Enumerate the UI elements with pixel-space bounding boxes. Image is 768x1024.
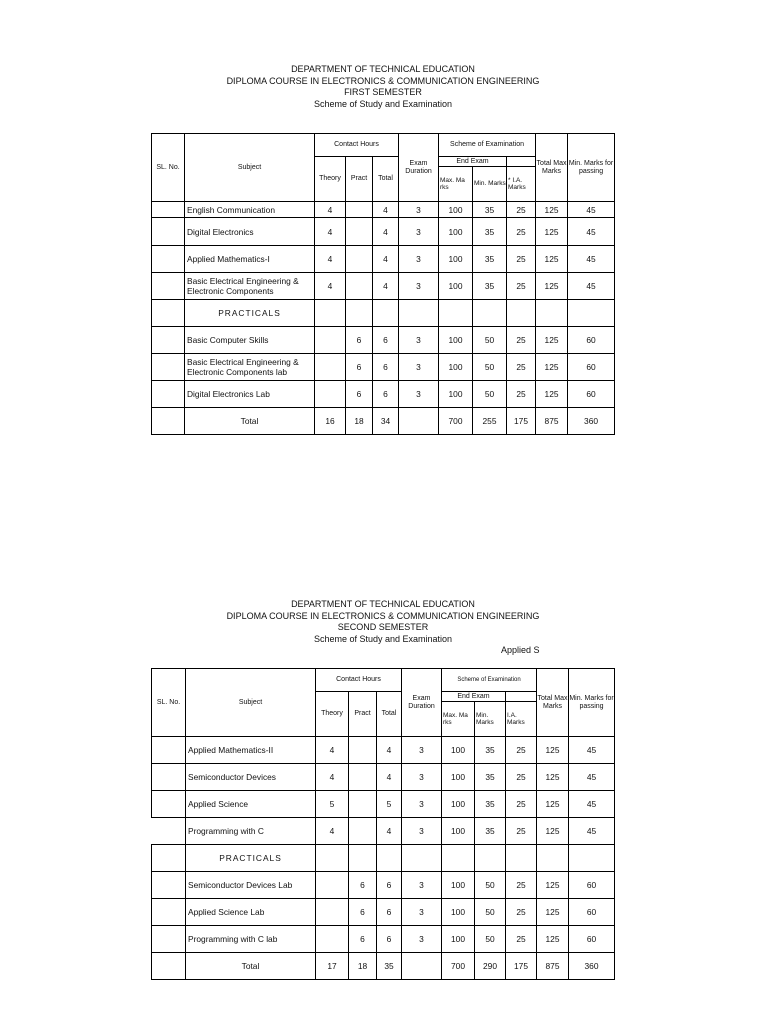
applied-s-label: Applied S [501, 645, 540, 655]
subject-cell: Basic Electrical Engineering & Electronic Components [185, 273, 315, 300]
total-cell: 6 [373, 381, 399, 408]
total-row [152, 953, 615, 980]
table-row [152, 354, 615, 381]
subject-cell: Basic Electrical Engineering & Electronic Components lab [185, 354, 315, 381]
min-marks-cell: 35 [473, 246, 507, 273]
header-total-max-marks: Total Max Marks [536, 134, 568, 202]
duration-cell: 3 [399, 381, 439, 408]
duration-cell [402, 953, 442, 980]
min-pass-cell: 45 [569, 737, 615, 764]
practicals-row [152, 845, 615, 872]
total-cell: 6 [377, 899, 402, 926]
total-max-cell: 875 [536, 408, 568, 435]
subject-cell: Semiconductor Devices [186, 764, 316, 791]
pract-cell: 6 [346, 327, 373, 354]
max-marks-cell: 700 [439, 408, 473, 435]
min-marks-cell: 35 [475, 737, 506, 764]
header-min-marks-passing: Min. Marks for passing [569, 669, 615, 737]
total-max-cell: 875 [537, 953, 569, 980]
ia-marks-cell: 25 [506, 926, 537, 953]
pract-cell: 6 [346, 354, 373, 381]
total-max-cell: 125 [537, 818, 569, 845]
max-marks-cell: 100 [439, 381, 473, 408]
semester-title: SECOND SEMESTER [337, 622, 429, 632]
duration-cell: 3 [399, 218, 439, 246]
header-total: Total [373, 157, 399, 202]
practicals-label: PRACTICALS [186, 845, 316, 872]
theory-cell [316, 872, 349, 899]
max-marks-cell: 100 [439, 218, 473, 246]
min-marks-cell: 50 [475, 899, 506, 926]
subject-cell: Applied Mathematics-I [185, 246, 315, 273]
duration-cell: 3 [402, 791, 442, 818]
ia-marks-cell: 175 [506, 953, 537, 980]
ia-marks-cell: 25 [506, 737, 537, 764]
total-label: Total [186, 953, 316, 980]
theory-cell: 4 [315, 246, 346, 273]
theory-cell: 4 [315, 218, 346, 246]
pract-cell [349, 764, 377, 791]
min-pass-cell: 45 [568, 246, 615, 273]
max-marks-cell: 100 [439, 202, 473, 218]
table-row [152, 737, 615, 764]
min-marks-cell: 35 [473, 218, 507, 246]
total-max-cell: 125 [536, 381, 568, 408]
semester-1-heading [152, 64, 614, 110]
pract-cell: 18 [346, 408, 373, 435]
table-row [152, 926, 615, 953]
min-marks-cell: 35 [473, 202, 507, 218]
total-cell: 6 [373, 354, 399, 381]
header-min-marks: Min. Marks [475, 702, 506, 737]
min-pass-cell: 60 [568, 354, 615, 381]
header-end-exam: End Exam [442, 692, 506, 702]
theory-cell: 5 [316, 791, 349, 818]
pract-cell [346, 202, 373, 218]
table-row [152, 899, 615, 926]
min-pass-cell: 45 [568, 218, 615, 246]
theory-cell: 4 [316, 818, 349, 845]
theory-cell: 4 [316, 764, 349, 791]
total-cell: 34 [373, 408, 399, 435]
total-cell: 35 [377, 953, 402, 980]
theory-cell [316, 926, 349, 953]
min-marks-cell: 50 [475, 926, 506, 953]
total-row [152, 408, 615, 435]
max-marks-cell: 100 [442, 737, 475, 764]
min-pass-cell: 45 [568, 202, 615, 218]
total-max-cell: 125 [536, 354, 568, 381]
min-pass-cell: 360 [569, 953, 615, 980]
min-pass-cell: 60 [568, 327, 615, 354]
pract-cell [349, 818, 377, 845]
total-cell: 6 [377, 926, 402, 953]
pract-cell: 6 [349, 926, 377, 953]
subject-cell: Applied Mathematics-II [186, 737, 316, 764]
course-title: DIPLOMA COURSE IN ELECTRONICS & COMMUNICATION ENGINEERING [226, 75, 540, 86]
ia-marks-cell: 25 [507, 327, 536, 354]
header-subject: Subject [185, 134, 315, 202]
max-marks-cell: 100 [439, 246, 473, 273]
ia-marks-cell: 25 [507, 354, 536, 381]
min-marks-cell: 35 [475, 764, 506, 791]
total-cell: 4 [377, 764, 402, 791]
duration-cell: 3 [399, 327, 439, 354]
min-marks-cell: 35 [475, 791, 506, 818]
header-sl-no: SL. No. [152, 134, 185, 202]
max-marks-cell: 100 [439, 354, 473, 381]
min-pass-cell: 45 [569, 764, 615, 791]
max-marks-cell: 700 [442, 953, 475, 980]
min-marks-cell: 50 [473, 327, 507, 354]
subject-cell: Basic Computer Skills [185, 327, 315, 354]
header-pract: Pract [349, 692, 377, 737]
pract-cell: 18 [349, 953, 377, 980]
theory-cell: 17 [316, 953, 349, 980]
scheme-subtitle: Scheme of Study and Examination [313, 98, 453, 109]
header-theory: Theory [315, 157, 346, 202]
header-scheme-of-examination: Scheme of Examination [439, 134, 536, 157]
max-marks-cell: 100 [442, 926, 475, 953]
total-max-cell: 125 [536, 246, 568, 273]
semester-1-table [151, 133, 615, 435]
min-marks-cell: 35 [473, 273, 507, 300]
total-label: Total [185, 408, 315, 435]
pract-cell: 6 [349, 872, 377, 899]
header-contact-hours: Contact Hours [316, 669, 402, 692]
min-pass-cell: 45 [569, 818, 615, 845]
duration-cell: 3 [399, 354, 439, 381]
header-theory: Theory [316, 692, 349, 737]
theory-cell: 16 [315, 408, 346, 435]
ia-marks-cell: 25 [506, 791, 537, 818]
header-subject: Subject [186, 669, 316, 737]
header-max-marks: Max. Ma rks [439, 167, 473, 202]
duration-cell: 3 [399, 246, 439, 273]
subject-cell: Applied Science Lab [186, 899, 316, 926]
min-pass-cell: 60 [569, 872, 615, 899]
min-marks-cell: 255 [473, 408, 507, 435]
header-min-marks: Min. Marks [473, 167, 507, 202]
total-max-cell: 125 [536, 327, 568, 354]
total-max-cell: 125 [537, 764, 569, 791]
total-max-cell: 125 [537, 899, 569, 926]
theory-cell: 4 [315, 202, 346, 218]
header-scheme-of-examination: Scheme of Examination [442, 669, 537, 692]
total-cell: 6 [377, 872, 402, 899]
duration-cell: 3 [402, 872, 442, 899]
total-cell: 4 [373, 202, 399, 218]
theory-cell [315, 327, 346, 354]
min-pass-cell: 60 [568, 381, 615, 408]
table-row [152, 764, 615, 791]
min-pass-cell: 60 [569, 926, 615, 953]
total-max-cell: 125 [537, 737, 569, 764]
pract-cell [346, 218, 373, 246]
pract-cell [349, 791, 377, 818]
scheme-subtitle: Scheme of Study and Examination [313, 633, 453, 644]
max-marks-cell: 100 [442, 764, 475, 791]
subject-cell: Digital Electronics Lab [185, 381, 315, 408]
semester-2-table [151, 668, 615, 980]
min-marks-cell: 50 [475, 872, 506, 899]
duration-cell: 3 [402, 737, 442, 764]
total-max-cell: 125 [537, 872, 569, 899]
theory-cell: 4 [316, 737, 349, 764]
header-contact-hours: Contact Hours [315, 134, 399, 157]
table-row [152, 273, 615, 300]
table-row [152, 327, 615, 354]
min-pass-cell: 45 [569, 791, 615, 818]
department-title: DEPARTMENT OF TECHNICAL EDUCATION [291, 64, 475, 74]
duration-cell [399, 408, 439, 435]
header-sl-no: SL. No. [152, 669, 186, 737]
total-max-cell: 125 [536, 273, 568, 300]
total-max-cell: 125 [537, 926, 569, 953]
total-cell: 4 [377, 737, 402, 764]
min-marks-cell: 50 [473, 354, 507, 381]
table-row [152, 872, 615, 899]
min-pass-cell: 60 [569, 899, 615, 926]
table-row [152, 246, 615, 273]
total-max-cell: 125 [536, 202, 568, 218]
min-pass-cell: 45 [568, 273, 615, 300]
duration-cell: 3 [402, 764, 442, 791]
table-row [152, 818, 615, 845]
max-marks-cell: 100 [439, 327, 473, 354]
header-ia-marks: I.A. Marks [506, 702, 537, 737]
total-cell: 5 [377, 791, 402, 818]
ia-marks-cell: 25 [506, 872, 537, 899]
header-max-marks: Max. Ma rks [442, 702, 475, 737]
duration-cell: 3 [399, 273, 439, 300]
semester-title: FIRST SEMESTER [344, 87, 422, 97]
ia-marks-cell: 25 [507, 273, 536, 300]
total-cell: 6 [373, 327, 399, 354]
theory-cell [316, 899, 349, 926]
max-marks-cell: 100 [442, 899, 475, 926]
ia-marks-cell: 25 [507, 246, 536, 273]
duration-cell: 3 [402, 818, 442, 845]
duration-cell: 3 [402, 899, 442, 926]
subject-cell: Semiconductor Devices Lab [186, 872, 316, 899]
total-cell: 4 [373, 246, 399, 273]
course-title: DIPLOMA COURSE IN ELECTRONICS & COMMUNICATION ENGINEERING [226, 610, 540, 621]
pract-cell [346, 273, 373, 300]
pract-cell: 6 [349, 899, 377, 926]
table-row [152, 202, 615, 218]
ia-marks-cell: 175 [507, 408, 536, 435]
min-pass-cell: 360 [568, 408, 615, 435]
pract-cell [349, 737, 377, 764]
ia-marks-cell: 25 [507, 381, 536, 408]
ia-marks-cell: 25 [506, 764, 537, 791]
theory-cell [315, 354, 346, 381]
total-cell: 4 [377, 818, 402, 845]
subject-cell: Programming with C [186, 818, 316, 845]
subject-cell: Applied Science [186, 791, 316, 818]
ia-marks-cell: 25 [506, 818, 537, 845]
table-row [152, 791, 615, 818]
semester-2-heading [152, 599, 614, 645]
max-marks-cell: 100 [442, 791, 475, 818]
total-cell: 4 [373, 273, 399, 300]
duration-cell: 3 [399, 202, 439, 218]
practicals-row [152, 300, 615, 327]
subject-cell: Programming with C lab [186, 926, 316, 953]
header-pract: Pract [346, 157, 373, 202]
max-marks-cell: 100 [439, 273, 473, 300]
header-total-max-marks: Total Max Marks [537, 669, 569, 737]
min-marks-cell: 50 [473, 381, 507, 408]
min-marks-cell: 35 [475, 818, 506, 845]
pract-cell [346, 246, 373, 273]
header-ia-marks: * I.A. Marks [507, 167, 536, 202]
subject-cell: Digital Electronics [185, 218, 315, 246]
min-marks-cell: 290 [475, 953, 506, 980]
ia-marks-cell: 25 [507, 202, 536, 218]
max-marks-cell: 100 [442, 818, 475, 845]
theory-cell [315, 381, 346, 408]
duration-cell: 3 [402, 926, 442, 953]
total-max-cell: 125 [537, 791, 569, 818]
header-exam-duration: Exam Duration [399, 134, 439, 202]
table-row [152, 381, 615, 408]
header-end-exam: End Exam [439, 157, 507, 167]
subject-cell: English Communication [185, 202, 315, 218]
total-cell: 4 [373, 218, 399, 246]
ia-marks-cell: 25 [507, 218, 536, 246]
department-title: DEPARTMENT OF TECHNICAL EDUCATION [291, 599, 475, 609]
pract-cell: 6 [346, 381, 373, 408]
header-exam-duration: Exam Duration [402, 669, 442, 737]
table-row [152, 218, 615, 246]
header-total: Total [377, 692, 402, 737]
total-max-cell: 125 [536, 218, 568, 246]
max-marks-cell: 100 [442, 872, 475, 899]
theory-cell: 4 [315, 273, 346, 300]
ia-marks-cell: 25 [506, 899, 537, 926]
practicals-label: PRACTICALS [185, 300, 315, 327]
header-min-marks-passing: Min. Marks for passing [568, 134, 615, 202]
